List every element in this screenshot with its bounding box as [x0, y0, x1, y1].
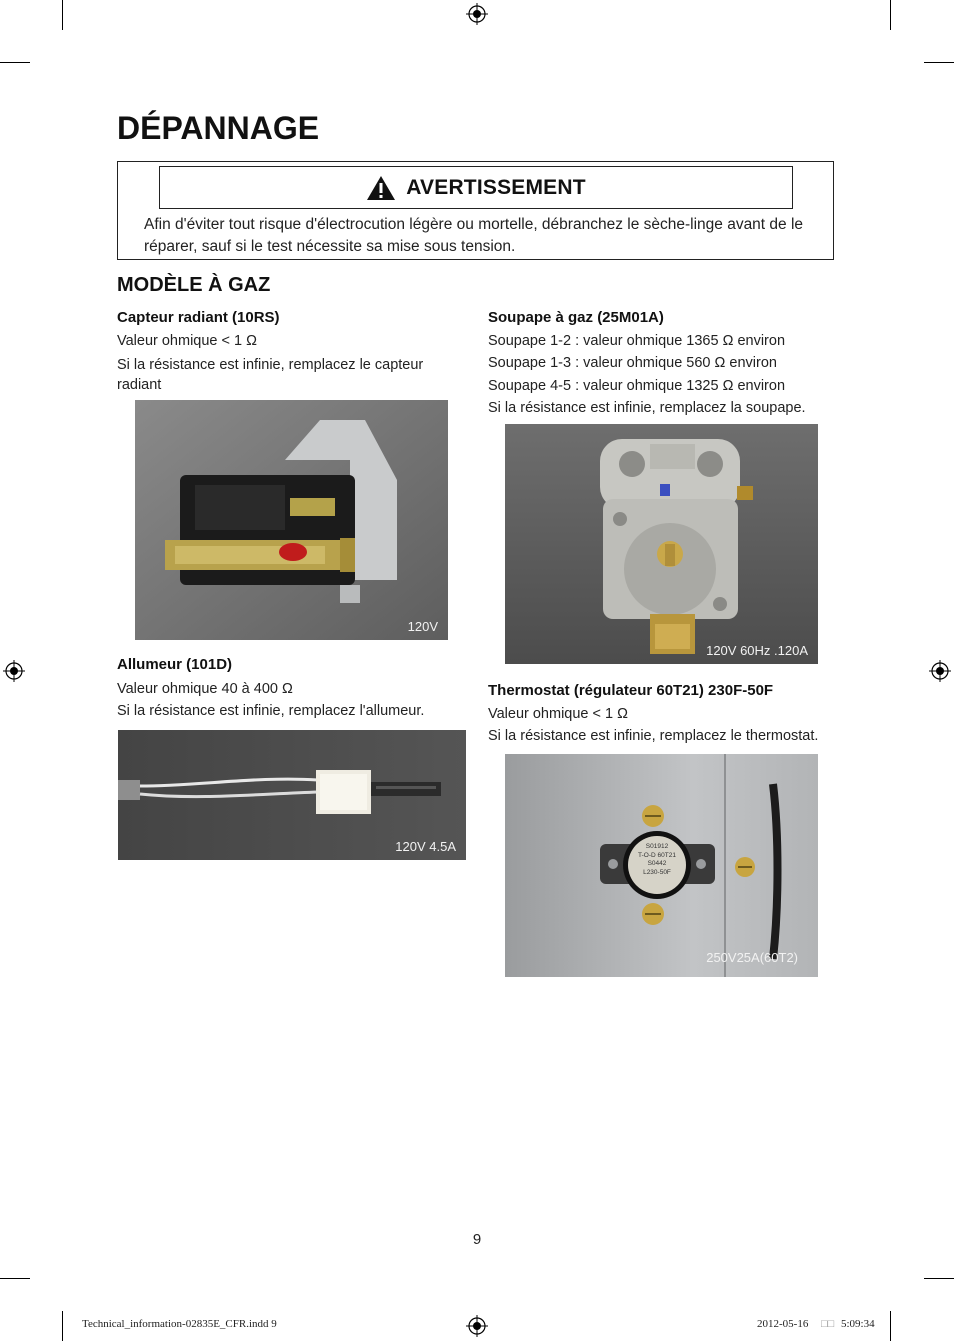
allumeur-line-1: Valeur ohmique 40 à 400 Ω — [117, 681, 293, 697]
warning-label: AVERTISSEMENT — [406, 175, 586, 199]
footer-filename: Technical_information-02835E_CFR.indd 9 — [82, 1318, 277, 1330]
capteur-line-1: Valeur ohmique < 1 Ω — [117, 333, 257, 349]
page-title: DÉPANNAGE — [117, 110, 320, 146]
warning-header — [159, 166, 793, 209]
soupape-line-1: Soupape 1-2 : valeur ohmique 1365 Ω environ — [488, 333, 786, 349]
capteur-title: Capteur radiant (10RS) — [117, 309, 280, 326]
soupape-photo — [505, 424, 818, 664]
page-number: 9 — [472, 1231, 482, 1248]
capteur-line-2: Si la résistance est infinie, remplacez le capteur radiant — [117, 357, 424, 393]
footer-time-glyphs: □□ — [821, 1318, 835, 1330]
section-title: MODÈLE À GAZ — [117, 274, 271, 296]
soupape-line-4: Si la résistance est infinie, remplacez la soupape. — [488, 400, 806, 416]
soupape-line-2: Soupape 1-3 : valeur ohmique 560 Ω environ — [488, 355, 777, 371]
crop-mark — [890, 1311, 891, 1341]
crop-mark — [0, 62, 30, 63]
disc-line: L230-50F — [643, 868, 671, 876]
footer-time: 5:09:34 — [841, 1318, 875, 1330]
capteur-photo-caption: 120V — [407, 619, 438, 634]
registration-mark-icon — [466, 3, 488, 25]
thermostat-line-2: Si la résistance est infinie, remplacez le thermostat. — [488, 728, 819, 744]
disc-line: T-O-D 60T21 — [638, 851, 676, 859]
registration-mark-icon — [3, 660, 25, 682]
crop-mark — [62, 1311, 63, 1341]
footer-date: 2012-05-16 — [757, 1318, 809, 1330]
thermostat-line-1: Valeur ohmique < 1 Ω — [488, 706, 628, 722]
disc-line: S0442 — [647, 860, 667, 867]
crop-mark — [62, 0, 63, 30]
crop-mark — [924, 62, 954, 63]
soupape-photo-caption: 120V 60Hz .120A — [706, 643, 808, 658]
capteur-photo — [135, 400, 448, 640]
registration-mark-icon — [466, 1315, 488, 1337]
warning-triangle-icon — [366, 175, 396, 201]
crop-mark — [0, 1278, 30, 1279]
registration-mark-icon — [929, 660, 951, 682]
allumeur-title: Allumeur (101D) — [117, 656, 233, 673]
thermostat-title: Thermostat (régulateur 60T21) 230F-50F — [488, 682, 774, 699]
crop-mark — [890, 0, 891, 30]
thermostat-photo-caption: 250V25A(60T2) — [706, 950, 798, 965]
warning-text: Afin d'éviter tout risque d'électrocution légère ou mortelle, débranchez le sèche-linge avant de le réparer, sauf si le test nécessite sa mise sous tension. — [144, 216, 804, 255]
thermostat-disc-text — [627, 843, 687, 877]
allumeur-photo — [118, 730, 466, 860]
allumeur-line-2: Si la résistance est infinie, remplacez l'allumeur. — [117, 703, 425, 719]
soupape-title: Soupape à gaz (25M01A) — [488, 309, 664, 326]
disc-line: S01912 — [645, 843, 669, 850]
allumeur-photo-caption: 120V 4.5A — [395, 839, 456, 854]
thermostat-photo — [505, 754, 818, 977]
soupape-line-3: Soupape 4-5 : valeur ohmique 1325 Ω environ — [488, 378, 786, 394]
crop-mark — [924, 1278, 954, 1279]
